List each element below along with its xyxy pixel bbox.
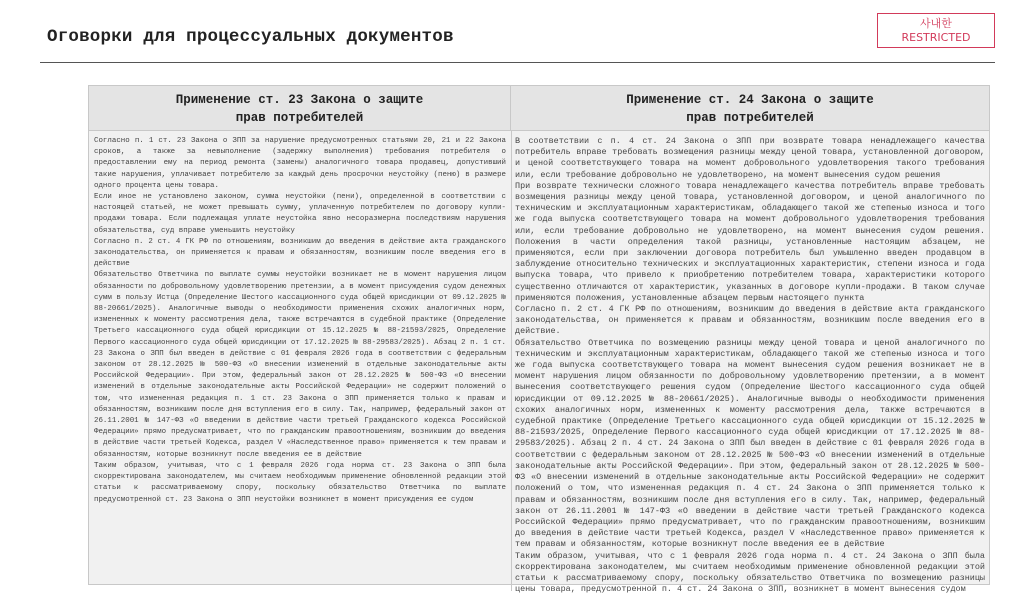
badge-korean-label: 사내한 xyxy=(920,17,952,30)
header-divider xyxy=(40,62,995,63)
paragraph: Согласно п. 1 ст. 23 Закона о ЗПП за нарушение предусмотренных статьями 20, 21 и 22 Закона сроков, а также за невыполнение (задержку выполнения) требования потребителя о предоставлении ему на период ремонта (замены) аналогичного товара продавец, допустивший такие нарушения, уплачивает потребителю за каждый день просрочки неустойку (пеню) в размере одного процента цены товара. xyxy=(94,137,506,190)
column-heading-art24 xyxy=(511,86,989,131)
paragraph: Таким образом, учитывая, что с 1 февраля 2026 года норма ст. 23 Закона о ЗПП была скорректирована законодателем, мы считаем необходимым применение обновленной редакции этой статьи к рассматриваемому спору, поскольку обязательство Ответчика по выплате предусмотренной ст. 23 Закона о ЗПП неустойки возникнет в момент присуждения ее судом xyxy=(94,461,506,504)
paragraph: Обязательство Ответчика по возмещению разницы между ценой товара и ценой аналогичного по техническим и эксплуатационным характеристикам, обладающего такой же степенью износа и того же года выпуска соответствующего товара на момент вынесения судом решения возникает не в момент нарушения лицом обязанности по добровольному удовлетворению претензии, а в момент вынесения соответствующего решения судом (Определение Шестого кассационного суда общей юрисдикции от 09.12.2025 № 88-20661/2025). Аналогичные выводы о необходимости применения схожих аналогичных норм, измененных к моменту рассмотрения дела, также встречаются в судебной практике (Определение Третьего кассационного суда общей юрисдикции от 15.12.2025 № 88-21593/2025, Определение Первого кассационного суда общей юрисдикции от 17.12.2025 № 88-29583/2025). Абзац 2 п. 4 ст. 24 Закона о ЗПП был введен в действие с 01 февраля 2026 года в соответствии с федеральным законом от 28.12.2025 № 500-ФЗ «О внесении изменений в отдельные законодательные акты Российской Федерации». При этом, федеральный закон от 28.12.2025 № 500-ФЗ «О внесении изменений в отдельные законодательные акты Российской Федерации» не содержит положений о том, что измененная редакция п. 4 ст. 24 Закона о ЗПП применяется только к правам и обязанностям, возникшим после дня вступления его в силу. Так, например, федеральный закон от 26.11.2001 № 147-ФЗ «О введении в действие части третьей Гражданского кодекса Российской Федерации» прямо предусматривает, что по гражданским правоотношениям, возникшим до введения в действие части третьей Кодекса, раздел V «Наследственное право» применяется к тем правам и обязанностям, которые возникнут после введения ее в действие xyxy=(515,337,985,550)
paragraph: Согласно п. 2 ст. 4 ГК РФ по отношениям, возникшим до введения в действие акта гражданского законодательства, он применяется к правам и обязанностям, возникшим после введения его в действие. xyxy=(515,304,985,337)
column-body-art24 xyxy=(515,136,985,595)
heading-text: Применение ст. 24 Закона о защите прав потребителей xyxy=(626,93,874,125)
paragraph: Согласно п. 2 ст. 4 ГК РФ по отношениям, возникшим до введения в действие акта гражданского законодательства, он применяется к правам и обязанностям, возникшим после введения его в действие xyxy=(94,237,506,269)
column-divider xyxy=(511,131,512,591)
paragraph: В соответствии с п. 4 ст. 24 Закона о ЗПП при возврате товара ненадлежащего качества потребитель вправе требовать возмещения разницы между ценой товара, установленной договором, и ценой соответствующего товара на момент добровольного удовлетворения такого требования или, если требование добровольно не удовлетворено, на момент вынесения судом решения xyxy=(515,136,985,180)
column-body-art23 xyxy=(94,136,506,506)
restricted-badge xyxy=(877,13,995,48)
paragraph: Если иное не установлено законом, сумма неустойки (пени), определенной в соответствии с настоящей статьей, не может превышать сумму, уплаченную потребителем по договору купли-продажи товара. Если подлежащая уплате неустойка явно несоразмерна последствиям нарушения обязательства, суд вправе уменьшить неустойку xyxy=(94,193,506,235)
paragraph: Таким образом, учитывая, что с 1 февраля 2026 года норма п. 4 ст. 24 Закона о ЗПП была скорректирована законодателем, мы считаем необходимым применение обновленной редакции этой статьи к рассматриваемому спору, поскольку обязательство Ответчика по возмещению разницы цены товара, предусмотренной п. 4 ст. 24 Закона о ЗПП, возникнет в момент вынесения судом xyxy=(515,550,985,595)
page-title: Оговорки для процессуальных документов xyxy=(47,27,454,47)
paragraph: При возврате технически сложного товара ненадлежащего качества потребитель вправе требовать возмещения разницы между ценой товара, установленной договором, и ценой аналогичного по техническим и эксплуатационным характеристикам, обладающего такой же степенью износа и того же года выпуска соответствующего товара на момент добровольного удовлетворения требования или, если требование добровольно не удовлетворено, на момент вынесения судом решения. Положения в части определения такой разницы, установленные настоящим абзацем, не применяются, если при заключении договора потребитель был умышленно введен продавцом в заблуждение относительно технических и эксплуатационных характеристик, степени износа и года выпуска товара, что привело к приобретению потребителем товара, характеристики которого существенно отличаются от характеристик, указанных в договоре купли-продажи. В таком случае применяются положения, установленные абзацем первым настоящего пункта xyxy=(515,180,985,303)
badge-restricted-label: RESTRICTED xyxy=(901,31,971,44)
comparison-table xyxy=(88,85,990,595)
heading-text: Применение ст. 23 Закона о защите прав потребителей xyxy=(175,93,424,125)
paragraph: Обязательство Ответчика по выплате суммы неустойки возникает не в момент нарушения лицом обязанности по добровольному удовлетворению претензии, а в момент присуждения судом денежных сумм в пользу Истца (Определение Шестого кассационного суда общей юрисдикции от 09.12.2025 № 88-20661/2025). Аналогичные выводы о необходимости применения схожих аналогичных норм, измененных к моменту рассмотрения дела, также встречаются в судебной практике (Определение Третьего кассационного суда общей юрисдикции от 15.12.2025 № 88-21593/2025, Определение Первого кассационного суда общей юрисдикции от 17.12.2025 № 88-29583/2025). Абзац 2 п. 1 ст. 23 Закона о ЗПП был введен в действие с 01 февраля 2026 года в соответствии с федеральным законом от 28.12.2025 № 500-ФЗ «О внесении изменений в отдельные законодательные акты Российской Федерации». При этом, федеральный закон от 28.12.2025 № 500-ФЗ «О внесении изменений в отдельные законодательные акты Российской Федерации» не содержит положений о том, что измененная редакция п. 1 ст. 23 Закона о ЗПП применяется только к правам и обязанностям, возникшим после дня вступления его в силу. Так, например, федеральный закон от 26.11.2001 № 147-ФЗ «О введении в действие части третьей Гражданского кодекса Российской Федерации» прямо предусматривает, что по гражданским правоотношениям, возникшим до введения в действие части третьей Кодекса, раздел V «Наследственное право» применяется к тем правам и обязанностям, которые возникнут после введения ее в действие xyxy=(94,271,506,459)
column-heading-art23 xyxy=(89,86,511,131)
